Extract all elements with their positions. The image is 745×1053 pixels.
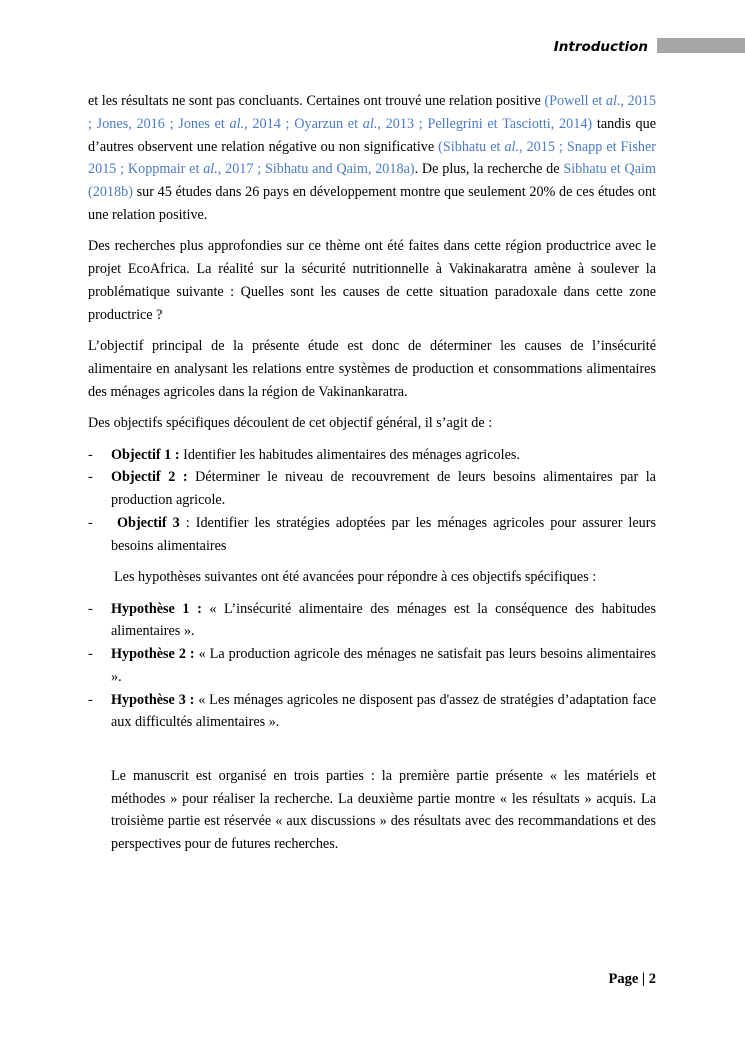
citation-text: , 2015 ; Snapp et Fisher 2015 ; Koppmair et <box>88 138 656 178</box>
hypothesis-text: « L’insécurité alimentaire des ménages est la conséquence des habitudes alimentaires ». <box>111 600 656 640</box>
objective-text: Identifier les habitudes alimentaires des ménages agricoles. <box>179 446 520 463</box>
citation-italic: al. <box>362 115 378 132</box>
hypothesis-label: Hypothèse 3 : <box>111 691 195 708</box>
text-span: tandis que d’autres observent une relation négative ou non significative <box>88 115 656 155</box>
hypothesis-text: « La production agricole des ménages ne satisfait pas leurs besoins alimentaires ». <box>111 646 656 685</box>
body-text <box>88 90 656 865</box>
citation-text: , 2017 ; Sibhatu and Qaim, 2018a) <box>217 161 415 178</box>
paragraph-main-objective: L’objectif principal de la présente étude est donc de déterminer les causes de l’insécurité alimentaire en analysant les relations entre systèmes de production et consommations alimentaires des ménages agricoles dans la région de Vakinankaratra. <box>88 338 656 400</box>
bullet-dash: - <box>88 446 93 463</box>
paragraph-problem: Des recherches plus approfondies sur ce thème ont été faites dans cette région productrice avec le projet EcoAfrica. La réalité sur la sécurité nutritionnelle à Vakinakaratra amène à soulever la problématique suivante : Quelles sont les causes de cette situation paradoxale dans cette zone productrice ? <box>88 238 656 323</box>
page-number: Page | 2 <box>608 971 656 987</box>
text-span: sur 45 études dans 26 pays en développement montre que seulement 20% de ces études ont une relation positive. <box>88 184 656 223</box>
objective-label: Objectif 3 <box>117 514 180 531</box>
text-span: et les résultats ne sont pas concluants. Certaines ont trouvé une relation positive <box>88 93 545 109</box>
hypothesis-item-1 <box>88 598 656 644</box>
hypothesis-text: « Les ménages agricoles ne disposent pas d'assez de stratégies d’adaptation face aux difficultés alimentaires ». <box>111 691 656 731</box>
bullet-dash: - <box>88 691 93 708</box>
hypothesis-item-3 <box>88 689 656 735</box>
bullet-dash: - <box>88 646 93 663</box>
objective-label: Objectif 2 : <box>111 469 188 486</box>
citation-italic: al. <box>229 115 245 132</box>
objectives-list <box>88 444 656 558</box>
bullet-dash: - <box>88 514 93 531</box>
paragraph-hypotheses-intro: Les hypothèses suivantes ont été avancées pour répondre à ces objectifs spécifiques : <box>114 569 597 586</box>
citation-italic: al. <box>203 161 218 178</box>
citation-text: (Sibhatu et <box>438 138 505 155</box>
citation-italic: al. <box>605 93 621 109</box>
spacer <box>88 743 656 765</box>
citation-group-3: Sibhatu et Qaim (2018b) <box>88 161 656 201</box>
header-title: Introduction <box>553 39 648 55</box>
paragraph-specific-objectives-intro: Des objectifs spécifiques découlent de cet objectif général, il s’agit de : <box>88 415 493 432</box>
text-span: . De plus, la recherche de <box>414 161 564 178</box>
paragraph-manuscript-structure: Le manuscrit est organisé en trois parties : la première partie présente « les matériels et méthodes » pour réaliser la recherche. La deuxième partie montre « les résultats » acquis. La troisième partie est réservée « aux discussions » des résultats avec des recommandations et des perspectives pour de futures recherches. <box>111 767 656 853</box>
citation-text: , 2015 ; Jones, 2016 ; Jones et <box>88 93 656 132</box>
objective-text: : Identifier les stratégies adoptées par les ménages agricoles pour assurer leurs besoins alimentaires <box>111 514 657 554</box>
hypothesis-label: Hypothèse 2 : <box>111 646 195 663</box>
objective-label: Objectif 1 : <box>111 446 180 463</box>
bullet-dash: - <box>88 469 93 486</box>
bullet-dash: - <box>88 600 93 617</box>
paragraph-context <box>88 90 656 227</box>
citation-italic: al. <box>504 138 520 155</box>
hypotheses-list <box>88 598 656 735</box>
objective-text: Déterminer le niveau de recouvrement de leurs besoins alimentaires par la production agricole. <box>111 469 656 509</box>
citation-text: (Powell et <box>544 93 606 109</box>
citation-text: , 2013 ; Pellegrini et Tasciotti, 2014) <box>377 115 593 132</box>
hypothesis-item-2 <box>88 643 656 689</box>
objective-item-2 <box>88 466 656 512</box>
header-bar <box>657 38 745 53</box>
objective-item-3 <box>88 512 656 558</box>
hypothesis-label: Hypothèse 1 : <box>111 600 202 617</box>
citation-text: , 2014 ; Oyarzun et <box>244 115 363 132</box>
objective-item-1 <box>88 444 656 467</box>
